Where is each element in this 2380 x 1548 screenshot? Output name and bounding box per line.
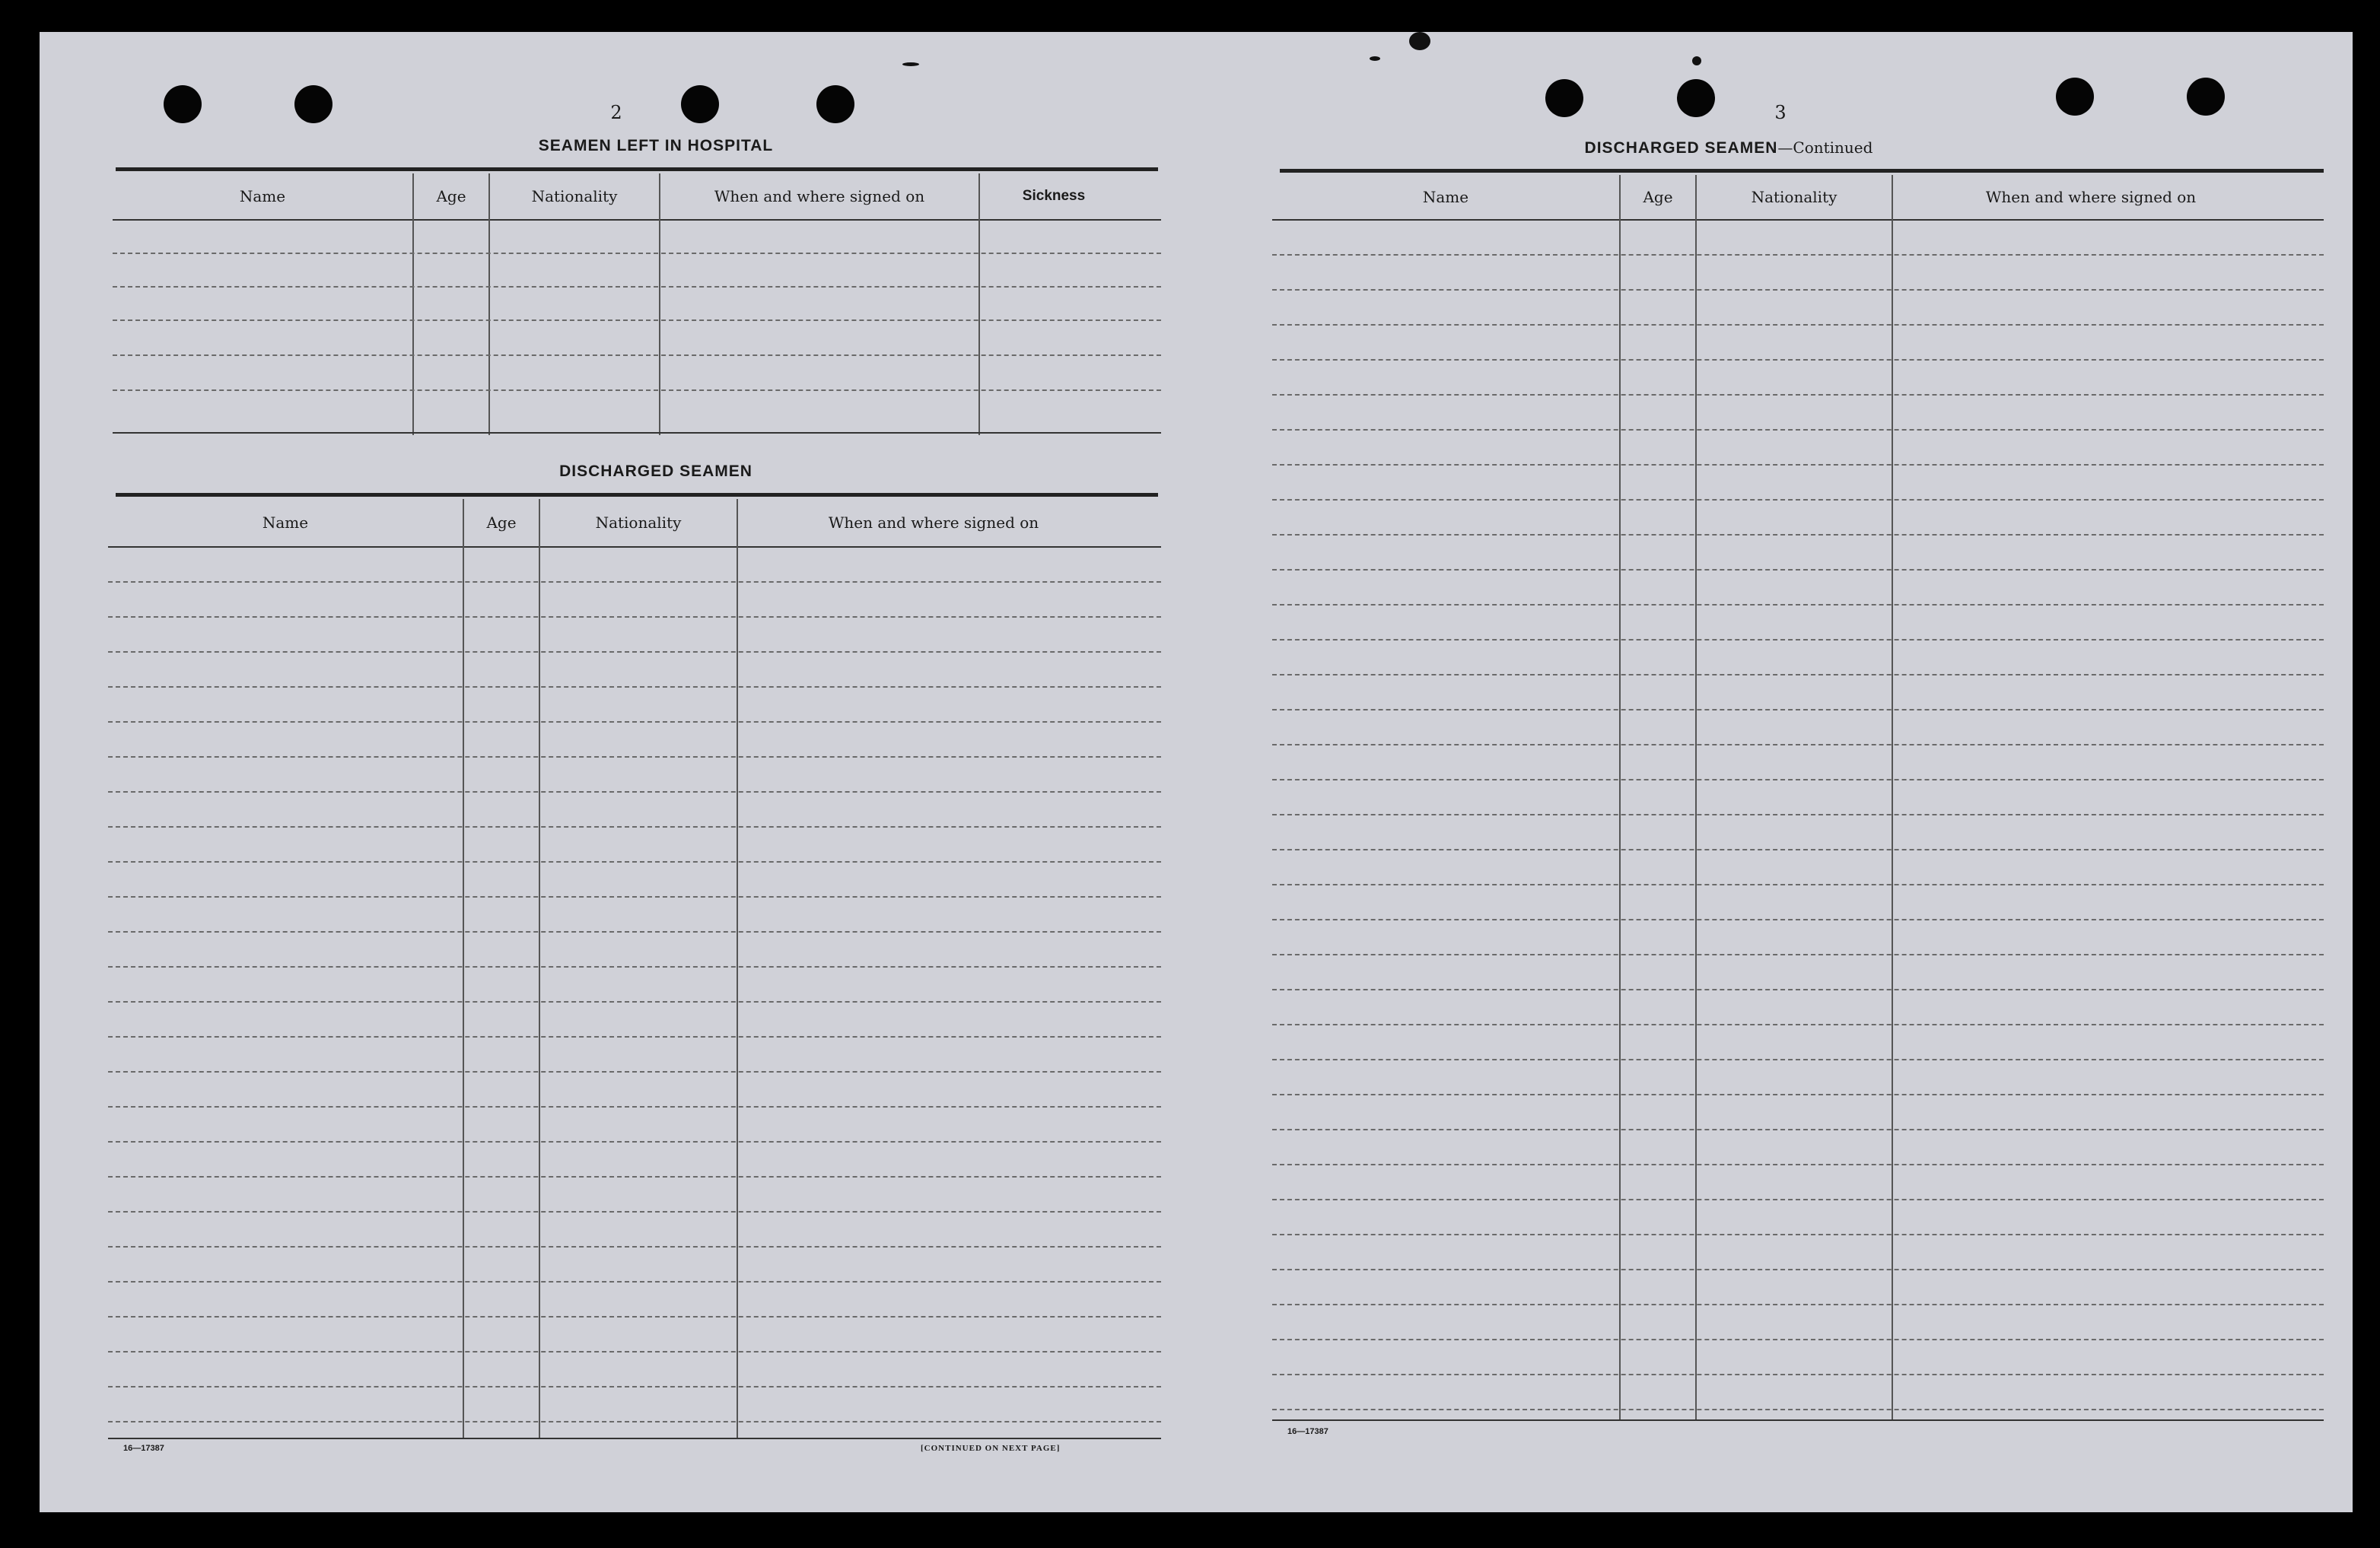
blank-row <box>1272 1130 2324 1165</box>
hospital-row <box>113 288 1161 321</box>
blank-row <box>1272 1305 2324 1340</box>
blank-row <box>108 653 1161 688</box>
hospital-bottom-rule <box>113 432 1161 434</box>
continued-bottom-rule <box>1272 1419 2324 1421</box>
blank-row <box>1272 536 2324 571</box>
hospital-col-sickness: Sickness <box>1022 188 1086 204</box>
blank-row <box>1272 1025 2324 1060</box>
discharged-col-age: Age <box>486 513 517 532</box>
blank-row <box>1272 431 2324 466</box>
blank-row <box>108 1318 1161 1353</box>
blank-row <box>1272 396 2324 431</box>
hospital-col-nationality: Nationality <box>531 187 618 205</box>
punch-hole <box>1545 79 1583 117</box>
ink-speck <box>902 62 919 66</box>
punch-hole <box>816 85 854 123</box>
hospital-row <box>113 221 1161 254</box>
punch-hole <box>294 85 332 123</box>
blank-row <box>1272 885 2324 920</box>
continued-section-title <box>1531 138 1927 157</box>
blank-row <box>1272 606 2324 640</box>
blank-row <box>108 828 1161 863</box>
hospital-top-rule <box>116 167 1158 171</box>
blank-row <box>108 1353 1161 1387</box>
hospital-col-age: Age <box>436 187 466 205</box>
blank-row <box>108 968 1161 1003</box>
blank-row <box>1272 466 2324 501</box>
blank-row <box>1272 780 2324 815</box>
page-number-left: 2 <box>610 102 622 123</box>
blank-row <box>1272 291 2324 326</box>
blank-row <box>108 898 1161 933</box>
continued-col-age: Age <box>1643 188 1673 206</box>
blank-row <box>108 793 1161 828</box>
discharged-table <box>108 499 1161 1441</box>
blank-row <box>1272 1340 2324 1375</box>
blank-row <box>108 1387 1161 1422</box>
ink-speck <box>1370 56 1380 61</box>
blank-row <box>1272 1375 2324 1410</box>
blank-row <box>108 1073 1161 1108</box>
form-number-right: 16—17387 <box>1287 1427 1328 1436</box>
discharged-col-nationality: Nationality <box>595 513 682 532</box>
continued-title-suffix: —Continued <box>1777 138 1873 157</box>
blank-row <box>108 1038 1161 1073</box>
continued-col-signed-on: When and where signed on <box>1985 188 2197 206</box>
discharged-bottom-rule <box>108 1438 1161 1439</box>
blank-row <box>1272 745 2324 780</box>
blank-row <box>108 618 1161 653</box>
blank-row <box>1272 501 2324 536</box>
hospital-section-title: SEAMEN LEFT IN HOSPITAL <box>538 137 774 154</box>
continued-title-text: DISCHARGED SEAMEN <box>1584 139 1778 157</box>
blank-row <box>1272 1095 2324 1130</box>
blank-row <box>108 688 1161 723</box>
hospital-col-name: Name <box>239 187 286 205</box>
hospital-table <box>113 173 1161 435</box>
blank-row <box>108 758 1161 793</box>
ink-speck <box>1692 56 1701 65</box>
continued-col-nationality: Nationality <box>1751 188 1838 206</box>
blank-row <box>1272 256 2324 291</box>
blank-row <box>1272 1235 2324 1270</box>
manifest-sheet <box>40 32 2353 1512</box>
blank-row <box>108 933 1161 968</box>
hospital-row <box>113 321 1161 356</box>
continued-table <box>1272 175 2324 1422</box>
blank-row <box>1272 710 2324 745</box>
hospital-row <box>113 254 1161 288</box>
blank-row <box>1272 675 2324 710</box>
punch-hole <box>2187 78 2225 116</box>
punch-hole <box>2056 78 2094 116</box>
continued-col-name: Name <box>1422 188 1469 206</box>
continued-top-rule <box>1280 169 2324 173</box>
continued-note: [CONTINUED ON NEXT PAGE] <box>921 1444 1061 1453</box>
blank-row <box>1272 361 2324 396</box>
hospital-row <box>113 356 1161 391</box>
blank-row <box>108 1143 1161 1178</box>
hospital-col-signed-on: When and where signed on <box>714 187 925 205</box>
blank-row <box>1272 221 2324 256</box>
blank-row <box>1272 1165 2324 1200</box>
blank-row <box>108 583 1161 618</box>
discharged-rows <box>108 548 1161 1441</box>
blank-row <box>108 1213 1161 1248</box>
blank-row <box>1272 850 2324 885</box>
page-number-right: 3 <box>1774 102 1787 123</box>
discharged-top-rule <box>116 493 1158 497</box>
blank-row <box>108 723 1161 758</box>
continued-rows <box>1272 221 2324 1422</box>
blank-row <box>1272 640 2324 675</box>
punch-hole <box>1677 79 1715 117</box>
discharged-col-signed-on: When and where signed on <box>828 513 1039 532</box>
blank-row <box>108 548 1161 583</box>
form-number-left: 16—17387 <box>123 1444 164 1453</box>
blank-row <box>1272 815 2324 850</box>
ink-speck <box>1409 32 1430 50</box>
punch-hole <box>164 85 202 123</box>
blank-row <box>108 1178 1161 1213</box>
blank-row <box>1272 1270 2324 1305</box>
discharged-section-title: DISCHARGED SEAMEN <box>559 462 752 480</box>
discharged-col-name: Name <box>262 513 309 532</box>
punch-hole <box>681 85 719 123</box>
blank-row <box>1272 920 2324 955</box>
blank-row <box>1272 990 2324 1025</box>
blank-row <box>108 1108 1161 1143</box>
blank-row <box>108 863 1161 898</box>
blank-row <box>108 1003 1161 1038</box>
blank-row <box>108 1248 1161 1283</box>
blank-row <box>1272 955 2324 990</box>
blank-row <box>108 1283 1161 1318</box>
blank-row <box>1272 1200 2324 1235</box>
blank-row <box>1272 571 2324 606</box>
blank-row <box>1272 1060 2324 1095</box>
blank-row <box>1272 326 2324 361</box>
